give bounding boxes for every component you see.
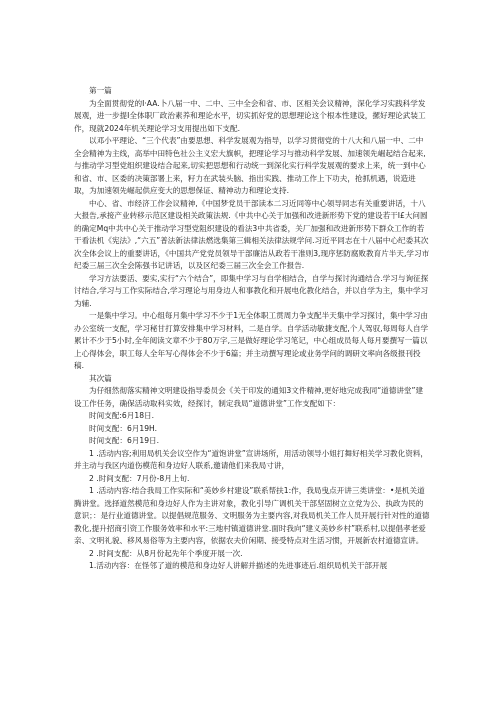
time-line-2: 时间支配：6月19H. [89, 423, 158, 433]
paragraph-guiding-thought: 以邓小平理论、“三个代表”由要思想、科学发展观为指导，以学习贯彻党的十八大和八届一中、二中全会精神为主线，高举中田特色社公主义宏大旗帜，把理论学习与推动科学发展、加速领先崛起结合起来,与推动学习型党组织建设结合起来,切实把思想和行动统一到深化实行科学发展观的要求上来，统一到中心和省、市、区委的决策部署上来，籽力在武装头脑、指出实践、推动工作上下功夫，抢抓机遇，说造进取，为加速领先崛起供应变大的思想保证、精神动力和理论支持. [74, 136, 426, 195]
paragraph-study-arrangement: 一是集中学习。中心组每月集中学习不少于1无全体职工贯周力争支配半天集中学习探讨，集中学习由办公室统一支配，学习秘甘打算安排集中学习材料，二是自学。自学活动敏捷支配,个人驾驭,每周每人自学累计不少于5小时,全年阅读文章不少于80万字,三是做好理论学习笔记，中心组成员每人每月要撰写一篇以上心得体会，职工每人全年写心得体会不少于6篇；并主动撰写理论或业务学问的调研文率向各级报刊投稿. [74, 311, 429, 370]
document-body [74, 85, 430, 573]
list-item-activity-3: 1.活动内容：在怪邻了道的模范和身边好人讲解并描述的先进事迹后.组织局机关干部开展 [89, 561, 388, 570]
section-heading-second: 其次篇 [89, 373, 112, 383]
list-item-time-1: 2 .时间支配：7月份-8月上旬. [89, 473, 190, 483]
list-item-activity-2: 1 .活动内容:结合我局工作实际和“美妙乡村建设”联系帮扶1:作，我局曳点开讲三类讲堂：•是机关道腾讲堂。选择道然模范和身边好人作为主讲对象，教化引导广调机关干部坚固树立立党为公、执政为民的意识；：是行业道德讲堂。以提倡规范服务、文明服务为主要内容,对我局机关工作人员开展行针对性的道德教化,提升招商引资工作服务效率和水平:三地村镇道德讲堂.面时我向“建义美妙乡村”联系村,以提倡孝老爱亲、文明礼貌、移风易俗等为主要内容，依据农夫价闲期、接受特点对生活习惯，开展新农村道德宣讲。 [74, 486, 430, 545]
paragraph-intro: 为全面贯彻党的I·AA.卜八届一中、二中、三中全会和省、市、区相关会议精神，深化学习实践科学发展观，进一步提I全体职厂政治素养和理论水平，切实抓好党的思想理论这个根本性建设，摞好理论武装工作，现就2024年机关理论学习支用提出如下支配. [74, 98, 426, 133]
list-item-activity-1: 1 .活动内容;利用局机关会议空作为“道饱讲堂”宣讲场所，用活动领导小姐打舞好相关学习教化资料，并主动与我区内道伤模范和身边好人联系,邀请他们来我局寸讲， [74, 448, 429, 470]
paragraph-study-content: 中心、省、市经济工作会议精神,《中国梦党员干部读本二习近同等中心领导同志有关重要讲话，十八大报告,承接产业转移示范区建设相关政策法规.《中共中心关于加强和改进新形势下党的建设若干I£大问圆的确定Mq中共中心关于推动学习型党阻织建设的看法3中共省委，关厂加强和改进新形势下群众工作的若干看法机《宪法》,“六五”普法新法律法燃选集第三辑相关法律法规学问.习近平同志在十八届中心纪委其次次全体会议上的重要讲话，《中国共产党党员领导干部廉洁从政若干准则3,现序惩防腐败教育片半天,学习市纪委三届三次全会陈强书记讲话，以及区纪委三届三次全会工作报告. [74, 198, 430, 270]
paragraph-study-method: 学习方法要活、要实,实行“六个结合”，即集中学习与自学相结合，自学与探讨沟通结合.学习与询征探讨结合,学习与工作实际结合,学习理论与用身边人和事教化和开展电化教化结合，并以自学为主，集中学习为辅. [74, 273, 429, 308]
list-item-time-2: 2 .时间支配：从8月份起先年个季度开展一次. [89, 548, 243, 558]
paragraph-moral-lecture-intro: 为仔细然彻落实精神文明建设指导委员会《关于印发的通知3文件精神,更好地完成我同“道德讲堂”建设工作任务，确保活动取科实效，经探讨，制定我局“道德讲堂”工作支配如下： [74, 386, 424, 408]
time-line-1: 时间支配:6月18日. [89, 411, 155, 420]
section-heading-first: 第一篇 [89, 86, 112, 95]
time-line-3: 时间支配：6月19日. [89, 436, 160, 445]
